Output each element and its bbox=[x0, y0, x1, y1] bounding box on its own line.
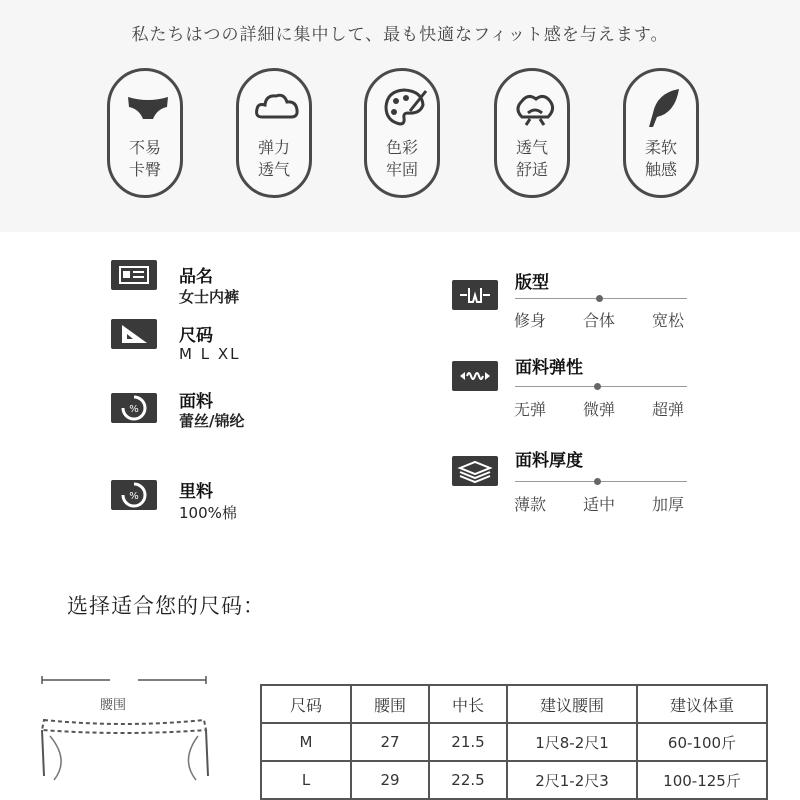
scale-elasticity-label-mid: 微弹 bbox=[583, 400, 616, 419]
feature-line1: 色彩 bbox=[385, 138, 418, 157]
id-card-icon bbox=[111, 260, 157, 290]
table-cell: 29 bbox=[351, 761, 429, 799]
scale-elasticity-label-right: 超弹 bbox=[652, 400, 685, 419]
feature-line2: 舒适 bbox=[515, 160, 548, 179]
scale-thickness-marker bbox=[594, 478, 601, 485]
feature-line1: 不易 bbox=[128, 138, 161, 157]
svg-text:%: % bbox=[129, 491, 139, 502]
diagram-waist-label: 腰围 bbox=[100, 698, 127, 713]
table-header-row bbox=[261, 685, 767, 723]
table-cell: 2尺1-2尺3 bbox=[507, 761, 637, 799]
table-header: 尺码 bbox=[261, 685, 351, 723]
briefs-icon bbox=[123, 83, 173, 133]
table-cell: M bbox=[261, 723, 351, 761]
scale-thickness-label-mid: 适中 bbox=[583, 495, 616, 514]
scale-elasticity-marker bbox=[594, 383, 601, 390]
table-cell: 21.5 bbox=[429, 723, 507, 761]
table-header: 腰围 bbox=[351, 685, 429, 723]
feature-not-riding-up bbox=[107, 68, 183, 198]
feature-line2: 触感 bbox=[644, 160, 677, 179]
spec-size-title: 尺码 bbox=[179, 326, 213, 346]
scale-thickness-line bbox=[515, 481, 687, 482]
size-section-title: 选择适合您的尺码： bbox=[67, 594, 265, 618]
svg-text:%: % bbox=[129, 404, 139, 415]
table-header: 中长 bbox=[429, 685, 507, 723]
spec-lining-value: 100%棉 bbox=[179, 504, 237, 522]
scale-fit-title: 版型 bbox=[515, 273, 549, 293]
spec-name-value: 女士内裤 bbox=[179, 288, 240, 306]
table-header: 建议腰围 bbox=[507, 685, 637, 723]
table-cell: 1尺8-2尺1 bbox=[507, 723, 637, 761]
feature-line2: 卡臀 bbox=[128, 160, 161, 179]
fit-icon bbox=[452, 280, 498, 310]
ruler-icon bbox=[111, 319, 157, 349]
spec-fabric-title: 面料 bbox=[179, 392, 213, 412]
spec-fabric-value: 蕾丝/锦纶 bbox=[179, 412, 245, 430]
table-cell: 22.5 bbox=[429, 761, 507, 799]
feature-breathable-comfort bbox=[494, 68, 570, 198]
percent-icon bbox=[111, 393, 157, 423]
leaf-icon bbox=[510, 83, 560, 133]
elasticity-icon bbox=[452, 361, 498, 391]
table-row bbox=[261, 761, 767, 799]
percent-icon bbox=[111, 480, 157, 510]
table-cell: 60-100斤 bbox=[637, 723, 767, 761]
feature-line1: 柔软 bbox=[644, 138, 677, 157]
feature-line2: 牢固 bbox=[385, 160, 418, 179]
table-cell: 27 bbox=[351, 723, 429, 761]
cloud-icon bbox=[252, 83, 302, 133]
scale-elasticity-line bbox=[515, 386, 687, 387]
scale-fit-marker bbox=[596, 295, 603, 302]
briefs-diagram bbox=[30, 668, 250, 783]
feature-line1: 弹力 bbox=[257, 138, 290, 157]
scale-fit-label-left: 修身 bbox=[514, 311, 547, 330]
scale-fit-label-mid: 合体 bbox=[583, 311, 616, 330]
feature-elastic-breathable bbox=[236, 68, 312, 198]
table-cell: L bbox=[261, 761, 351, 799]
feather-icon bbox=[639, 83, 689, 133]
feature-line1: 透气 bbox=[515, 138, 548, 157]
spec-name-title: 品名 bbox=[179, 267, 213, 287]
table-row bbox=[261, 723, 767, 761]
feature-colorfast bbox=[364, 68, 440, 198]
scale-thickness-title: 面料厚度 bbox=[515, 451, 583, 471]
table-cell: 100-125斤 bbox=[637, 761, 767, 799]
scale-elasticity-label-left: 无弹 bbox=[514, 400, 547, 419]
palette-icon bbox=[380, 83, 430, 133]
scale-thickness-label-right: 加厚 bbox=[652, 495, 685, 514]
scale-elasticity-title: 面料弹性 bbox=[515, 358, 583, 378]
feature-line2: 透气 bbox=[257, 160, 290, 179]
scale-thickness-label-left: 薄款 bbox=[514, 495, 547, 514]
thickness-icon bbox=[452, 456, 498, 486]
table-header: 建议体重 bbox=[637, 685, 767, 723]
feature-soft-touch bbox=[623, 68, 699, 198]
tagline: 私たちはつの詳細に集中して、最も快適なフィット感を与えます。 bbox=[131, 25, 669, 45]
spec-size-value: M L XL bbox=[179, 345, 241, 363]
spec-lining-title: 里料 bbox=[179, 482, 213, 502]
scale-fit-label-right: 宽松 bbox=[652, 311, 685, 330]
